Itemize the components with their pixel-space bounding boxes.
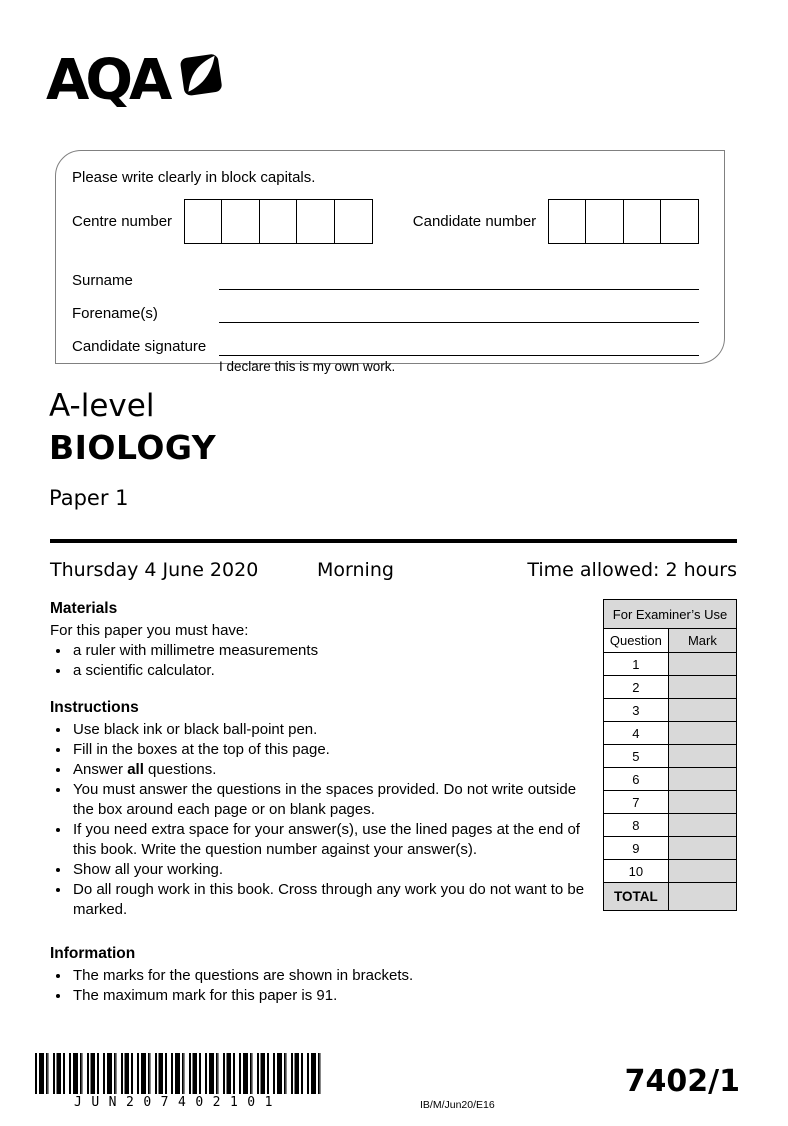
centre-number-cell[interactable] bbox=[221, 199, 260, 244]
total-label-cell: TOTAL bbox=[604, 883, 669, 911]
information-item: • The marks for the questions are shown in brackets. bbox=[71, 966, 594, 986]
question-number-cell: 1 bbox=[604, 653, 669, 676]
question-number-cell: 6 bbox=[604, 768, 669, 791]
information-heading: Information bbox=[50, 945, 136, 962]
mark-cell bbox=[668, 768, 736, 791]
instruction-text: questions. bbox=[143, 761, 217, 778]
exam-session: Morning bbox=[317, 559, 394, 581]
candidate-number-cell[interactable] bbox=[548, 199, 587, 244]
instruction-item: • Do all rough work in this book. Cross through any work you do not want to be marked. bbox=[71, 880, 594, 920]
candidate-number-cell[interactable] bbox=[623, 199, 662, 244]
examiner-use-table bbox=[603, 599, 737, 911]
declaration-text: I declare this is my own work. bbox=[219, 359, 396, 374]
mark-cell bbox=[668, 837, 736, 860]
instruction-bold-text: all bbox=[127, 761, 144, 778]
candidate-number-label: Candidate number bbox=[412, 213, 537, 230]
materials-section bbox=[50, 599, 594, 681]
subject-title: BIOLOGY bbox=[49, 428, 217, 467]
question-number-cell: 8 bbox=[604, 814, 669, 837]
mark-cell bbox=[668, 814, 736, 837]
centre-number-cells bbox=[184, 199, 373, 244]
aqa-logo bbox=[46, 50, 226, 112]
main-content bbox=[50, 599, 737, 1023]
instruction-item: • You must answer the questions in the spaces provided. Do not write outside the box around each page or on blank pages. bbox=[71, 780, 594, 820]
question-number-cell: 5 bbox=[604, 745, 669, 768]
barcode-image bbox=[35, 1053, 321, 1094]
mark-cell bbox=[668, 860, 736, 883]
paper-code: 7402/1 bbox=[624, 1064, 740, 1099]
instruction-item bbox=[71, 760, 594, 780]
exam-date: Thursday 4 June 2020 bbox=[50, 559, 259, 581]
title-block bbox=[49, 386, 216, 510]
mark-cell bbox=[668, 791, 736, 814]
candidate-details-box bbox=[55, 150, 725, 374]
candidate-number-cell[interactable] bbox=[660, 199, 699, 244]
materials-list bbox=[50, 641, 594, 681]
block-capitals-instruction: Please write clearly in block capitals. bbox=[72, 169, 316, 186]
forenames-line[interactable] bbox=[219, 293, 699, 323]
question-number-cell: 2 bbox=[604, 676, 669, 699]
imprint-code: IB/M/Jun20/E16 bbox=[420, 1099, 495, 1111]
instruction-item: • Use black ink or black ball-point pen. bbox=[71, 720, 594, 740]
signature-label: Candidate signature bbox=[72, 338, 207, 355]
barcode-text: JUN207402101 bbox=[74, 1095, 282, 1110]
instruction-item: • Fill in the boxes at the top of this page. bbox=[71, 740, 594, 760]
mark-cell bbox=[668, 722, 736, 745]
qualification-title: A-level bbox=[49, 388, 155, 424]
horizontal-rule bbox=[50, 539, 737, 543]
surname-line[interactable] bbox=[219, 260, 699, 290]
examiner-use-panel bbox=[603, 599, 737, 1023]
instruction-item: • If you need extra space for your answer(s), use the lined pages at the end of this book. Write the question number against your answer(s). bbox=[71, 820, 594, 860]
mark-cell bbox=[668, 653, 736, 676]
mark-cell bbox=[668, 699, 736, 722]
materials-intro: For this paper you must have: bbox=[50, 622, 249, 639]
time-allowed: Time allowed: 2 hours bbox=[527, 559, 737, 581]
candidate-number-cells bbox=[548, 199, 700, 244]
materials-item: • a scientific calculator. bbox=[71, 661, 594, 681]
centre-number-cell[interactable] bbox=[334, 199, 373, 244]
total-mark-cell bbox=[668, 883, 736, 911]
instructions-list bbox=[50, 720, 594, 920]
mark-column-header: Mark bbox=[668, 629, 736, 653]
question-number-cell: 4 bbox=[604, 722, 669, 745]
forenames-row bbox=[72, 293, 699, 323]
centre-number-cell[interactable] bbox=[184, 199, 223, 244]
question-number-cell: 7 bbox=[604, 791, 669, 814]
front-page-text bbox=[50, 599, 594, 1023]
number-entry-row bbox=[72, 199, 699, 244]
signature-line[interactable] bbox=[219, 326, 699, 356]
candidate-number-cell[interactable] bbox=[585, 199, 624, 244]
centre-number-label: Centre number bbox=[72, 213, 173, 230]
instruction-text: Answer bbox=[73, 761, 128, 778]
information-section bbox=[50, 944, 594, 1006]
information-item: • The maximum mark for this paper is 91. bbox=[71, 986, 594, 1006]
question-column-header: Question bbox=[604, 629, 669, 653]
centre-number-cell[interactable] bbox=[296, 199, 335, 244]
materials-heading: Materials bbox=[50, 600, 118, 617]
surname-label: Surname bbox=[72, 272, 133, 289]
question-number-cell: 9 bbox=[604, 837, 669, 860]
materials-item: • a ruler with millimetre measurements bbox=[71, 641, 594, 661]
aqa-leaf-icon bbox=[174, 48, 226, 109]
question-number-cell: 10 bbox=[604, 860, 669, 883]
mark-cell bbox=[668, 745, 736, 768]
session-row bbox=[50, 559, 737, 585]
instructions-heading: Instructions bbox=[50, 699, 139, 716]
examiner-table-title: For Examiner’s Use bbox=[604, 600, 737, 629]
surname-row bbox=[72, 260, 699, 290]
information-list bbox=[50, 966, 594, 1006]
barcode-block bbox=[35, 1053, 321, 1110]
aqa-logo-text: AQA bbox=[46, 48, 169, 113]
signature-row bbox=[72, 326, 699, 356]
instruction-item: • Show all your working. bbox=[71, 860, 594, 880]
paper-number: Paper 1 bbox=[49, 486, 129, 510]
forenames-label: Forename(s) bbox=[72, 305, 158, 322]
centre-number-cell[interactable] bbox=[259, 199, 298, 244]
instructions-section bbox=[50, 698, 594, 920]
question-number-cell: 3 bbox=[604, 699, 669, 722]
mark-cell bbox=[668, 676, 736, 699]
